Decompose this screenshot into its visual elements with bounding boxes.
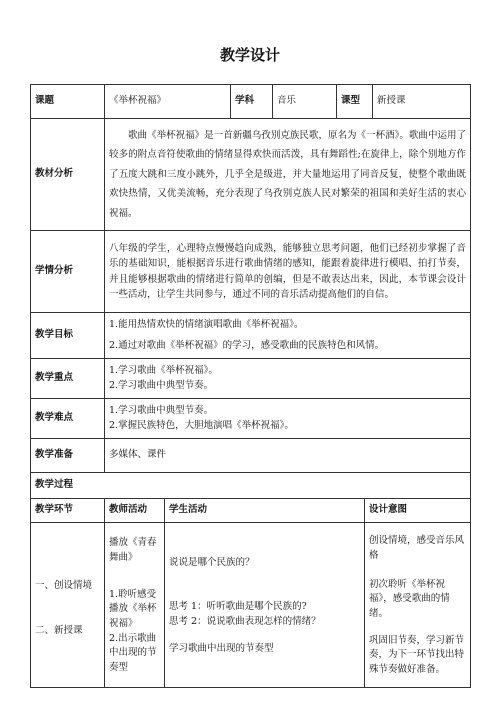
students-text: 八年级的学生，心理特点慢慢趋向成熟，能够独立思考问题，他们已经初步掌握了音乐的基础知识，能根据音乐进行歌曲情绪的感知，能跟着旋律进行模唱、拍打节奏，并且能够根据歌曲的情绪进行简单的创编，但是不敢表达出来，因此，本节课会设计一些活动，让学生共同参与，通过不同的音乐活动提高他们的自信。	[105, 231, 471, 313]
process-intent	[365, 523, 471, 688]
subject-value: 音乐	[273, 85, 337, 119]
student-item: 思考 1：听听歌曲是哪个民族的?	[169, 601, 307, 613]
type-label: 课型	[337, 85, 373, 119]
key-points-content	[105, 359, 471, 399]
intent-item: 巩固旧节奏，学习新节奏，为下一环节找出特殊节奏做好准备。	[369, 634, 465, 676]
material-row	[31, 119, 471, 231]
material-text: 歌曲《举杯祝福》是一首新疆乌孜别克族民歌，原名为《一杯酒》。歌曲中运用了较多的附点音符使歌曲的情绪显得欢快而活泼，具有舞蹈性;在旋律上，除个别地方作了五度大跳和三度小跳外，几乎全是级进，并大量地运用了同音反复，使整个歌曲既欢快热情，又优美流畅，充分表现了乌孜别克族人民对繁荣的祖国和美好生活的衷心祝福。	[105, 119, 471, 231]
process-col-student: 学生活动	[165, 499, 365, 523]
teacher-item: 播放《青春舞曲》	[109, 537, 157, 563]
teacher-item: 2.出示歌曲中出现的节奏型	[109, 632, 157, 674]
process-teacher	[105, 523, 165, 688]
subject-label: 学科	[231, 85, 273, 119]
topic-label: 课题	[31, 85, 105, 119]
intent-item: 创设情境，感受音乐风格	[369, 535, 465, 561]
difficulties-row	[31, 399, 471, 439]
preparation-label: 教学准备	[31, 439, 105, 473]
page-title: 教学设计	[219, 46, 280, 64]
goals-label: 教学目标	[31, 313, 105, 359]
key-points-row	[31, 359, 471, 399]
difficulties-content	[105, 399, 471, 439]
teacher-item: 播放《举杯祝福》	[109, 603, 157, 629]
stage-item: 一、创设情境	[35, 580, 93, 592]
key-points-label: 教学重点	[31, 359, 105, 399]
student-item: 说说是哪个民族的？	[169, 556, 255, 568]
process-col-teacher: 教师活动	[105, 499, 165, 523]
goal-item: 2.通过对歌曲《举杯祝福》的学习，感受歌曲的民族特色和风情。	[109, 339, 385, 351]
difficulties-label: 教学难点	[31, 399, 105, 439]
process-student	[165, 523, 365, 688]
preparation-row	[31, 439, 471, 473]
header-row	[31, 85, 471, 119]
type-value: 新授课	[373, 85, 471, 119]
topic-value: 《举杯祝福》	[105, 85, 231, 119]
process-title-row	[31, 473, 471, 499]
difficulty-item: 2.掌握民族特色，大胆地演唱《举杯祝福》。	[109, 419, 294, 431]
key-point-item: 1.学习歌曲《举杯祝福》。	[109, 364, 218, 376]
teacher-item: 1.聆听感受	[109, 588, 157, 600]
key-point-item: 2.学习歌曲中典型节奏。	[109, 379, 214, 391]
goals-content	[105, 313, 471, 359]
goals-row	[31, 313, 471, 359]
lesson-plan-table	[30, 84, 471, 688]
material-label: 教材分析	[31, 119, 105, 231]
process-col-stage: 教学环节	[31, 499, 105, 523]
process-body-row	[31, 523, 471, 688]
process-label: 教学过程	[31, 473, 471, 499]
student-item: 学习歌曲中出现的节奏型	[169, 642, 274, 654]
stage-item: 二、新授课	[35, 625, 83, 636]
goal-item: 1.能用热情欢快的情绪演唱歌曲《举杯祝福》。	[109, 318, 304, 330]
intent-item: 初次聆听《举杯祝福》，感受歌曲的情绪。	[369, 578, 450, 619]
student-item: 思考 2：说说歌曲表现怎样的情绪？	[169, 616, 321, 627]
preparation-value: 多媒体、课件	[105, 439, 471, 473]
difficulty-item: 1.学习歌曲中典型节奏。	[109, 404, 214, 416]
students-row	[31, 231, 471, 313]
process-stages	[31, 523, 105, 688]
students-label: 学情分析	[31, 231, 105, 313]
process-col-intent: 设计意图	[365, 499, 471, 523]
process-header-row	[31, 499, 471, 523]
